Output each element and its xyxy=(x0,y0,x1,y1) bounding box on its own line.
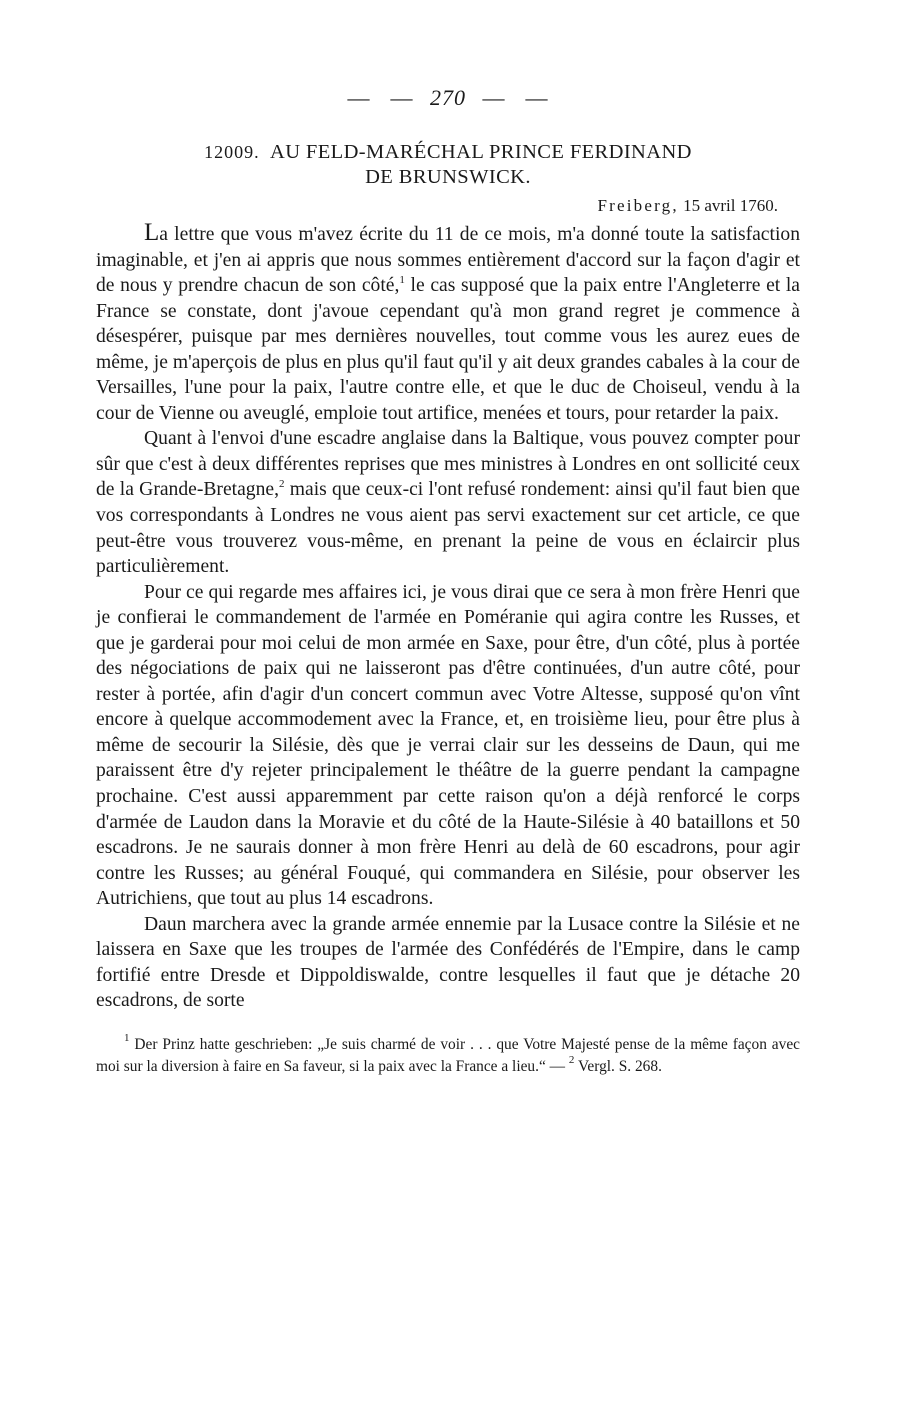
footnote-2-text: Vergl. S. 268. xyxy=(577,1057,662,1075)
date-place: Freiberg, xyxy=(597,196,679,215)
paragraph-2-text-a: Quant à l'envoi d'une escadre anglaise dans la Baltique, vous pouvez compter pour sûr que c'est à deux différentes reprises que mes ministres à Londres en ont sollicité ceux de la Grande-Bretagne, xyxy=(96,428,800,501)
header-dash-left: — xyxy=(347,85,371,110)
page-header xyxy=(96,84,800,112)
paragraph-3: Pour ce qui regarde mes affaires ici, je vous dirai que ce sera à mon frère Henri que je confierai le commandement de l'armée en Poméranie qui agira contre les Russes, et que je garderai pour moi celui de mon armée en Saxe, pour être, d'un côté, plus à portée des négociations de paix qui ne laisseront pas d'être continuées, d'un autre côté, pour rester à portée, afin d'agir d'un concert commun avec Votre Altesse, supposé qu'on vînt encore à quelque accommodement avec la France, et, en troisième lieu, pour être plus à même de secourir la Silésie, dès que je verrai clair sur les desseins de Daun, qui me paraissent être d'y rejeter principalement le théâtre de la guerre pendant la campagne prochaine. C'est aussi apparemment par cette raison qu'on a déjà renforcé le corps d'armée de Laudon dans la Moravie et du côté de la Haute-Silésie à 40 bataillons et 50 escadrons. Je ne saurais donner à mon frère Henri au delà de 60 escadrons, pour agir contre les Russes; au général Fouqué, qui commandera en Silésie, pour observer les Autrichiens, que tout au plus 14 escadrons. xyxy=(96,581,800,910)
footnote-1 xyxy=(96,1031,800,1078)
document-page xyxy=(96,84,800,1078)
letter-body xyxy=(96,220,800,1014)
letter-heading xyxy=(96,140,800,190)
footnote-2-number: 2 xyxy=(568,1053,575,1066)
letter-title-line-1: AU FELD-MARÉCHAL PRINCE FERDINAND xyxy=(270,141,692,163)
footnote-ref-2: 2 xyxy=(278,478,285,491)
letter-number: 12009. xyxy=(204,142,260,162)
dateline xyxy=(96,194,778,218)
header-dash-right: — xyxy=(482,85,506,110)
header-dash-left-2: — xyxy=(390,85,414,110)
date-text: 15 avril 1760. xyxy=(683,196,778,215)
paragraph-1-text-a: a lettre que vous m'avez écrite du 11 de ce mois, m'a donné toute la satisfaction imaginable, et j'en ai appris que nous sommes entièrement d'accord sur la façon d'agir et de nous y prendre chacun de son côté, xyxy=(96,224,800,297)
footnote-1-number: 1 xyxy=(124,1031,130,1044)
footnotes xyxy=(96,1031,800,1078)
paragraph-2 xyxy=(96,426,800,579)
footnote-ref-1: 1 xyxy=(399,274,405,287)
footnote-1-text: Der Prinz hatte geschrieben: „Je suis charmé de voir . . . que Votre Majesté pense de la même façon avec moi sur la diversion à faire en Sa faveur, si la paix avec la France a lieu.“ — xyxy=(96,1035,800,1075)
page-number: 270 xyxy=(430,85,466,110)
paragraph-1-text-b: le cas supposé que la paix entre l'Angleterre et la France se constate, dont j'avoue cependant qu'à mon grand regret je commence à désespérer, puisque par mes dernières nouvelles, tout comme vous les aurez eues de même, je m'aperçois de plus en plus qu'il faut qu'il y ait deux grandes cabales à la cour de Versailles, l'une pour la paix, l'autre contre elle, et que le duc de Choiseul, vendu à la cour de Vienne ou aveuglé, emploie tout artifice, menées et tours, pour retarder la paix. xyxy=(96,275,801,424)
header-dash-right-2: — xyxy=(525,85,549,110)
initial-letter: L xyxy=(144,219,160,246)
paragraph-1 xyxy=(96,220,800,426)
paragraph-2-text-b: mais que ceux-ci l'ont refusé rondement: ainsi qu'il faut bien que vos correspondants à Londres ne vous aient pas servi exactement sur cet article, ce que peut-être vous trouverez vous-même, en prenant la peine de vous en éclaircir plus particulièrement. xyxy=(96,479,800,578)
paragraph-4: Daun marchera avec la grande armée ennemie par la Lusace contre la Silésie et ne laissera en Saxe que les troupes de l'armée des Confédérés de l'Empire, dans le camp fortifié entre Dresde et Dippoldiswalde, contre lesquelles il faut que je détache 20 escadrons, de sorte xyxy=(96,913,800,1012)
letter-title-line-2: DE BRUNSWICK. xyxy=(365,166,531,188)
heading-line-1 xyxy=(96,140,800,165)
